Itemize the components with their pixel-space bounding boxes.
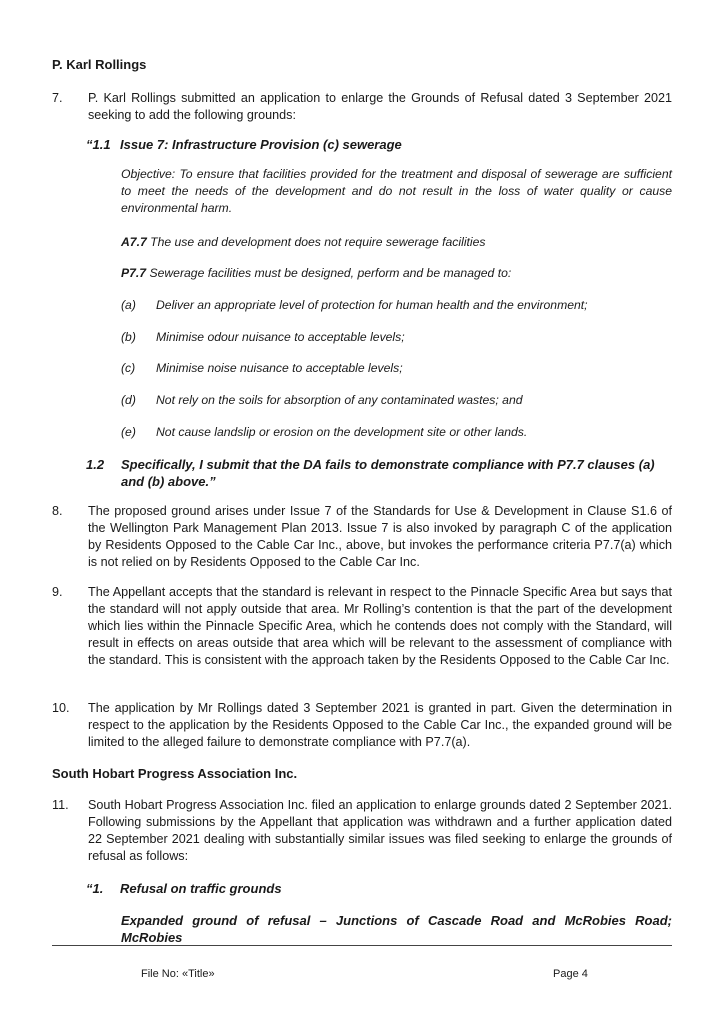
p77-clause — [121, 265, 672, 282]
section-heading-karl-rollings: P. Karl Rollings — [52, 57, 147, 72]
list-item — [121, 329, 672, 346]
paragraph-text: P. Karl Rollings submitted an application to enlarge the Grounds of Refusal dated 3 September 2021 seeking to add the following grounds: — [88, 91, 672, 122]
paragraph-text: The Appellant accepts that the standard is relevant in respect to the Pinnacle Specific Area but says that the standard will not apply outside that area. Mr Rolling’s contention is that the part of the development which lies within the Pinnacle Specific Area, which he contends does not comply with the Standard, will result in effects on areas outside that area which will be relevant to the assessment of compliance with the standard. This is consistent with the approach taken by the Residents Opposed to the Cable Car Inc. — [88, 585, 672, 667]
expanded-ground-text: Expanded ground of refusal – Junctions of Cascade Road and McRobies Road; McRobies — [121, 913, 672, 945]
paragraph-number: 10. — [52, 701, 70, 715]
p77-text: Sewerage facilities must be designed, perform and be managed to: — [146, 266, 512, 280]
quote-1-2 — [86, 456, 672, 490]
list-item-text: Not cause landslip or erosion on the development site or other lands. — [156, 425, 528, 439]
paragraph-10 — [52, 700, 672, 751]
paragraph-11 — [52, 797, 672, 865]
footer-divider — [52, 945, 672, 946]
list-item — [121, 424, 672, 441]
paragraph-number: 8. — [52, 504, 63, 518]
paragraph-text: South Hobart Progress Association Inc. filed an application to enlarge grounds dated 2 September 2021. Following submissions by the Appellant that application was withdrawn and a further application dated 22 September 2021 dealing with substantially similar issues was filed seeking to enlarge the grounds of refusal as follows: — [88, 798, 672, 863]
a77-label: A7.7 — [121, 235, 147, 249]
a77-clause — [121, 234, 672, 251]
list-item-label: (b) — [121, 330, 136, 344]
list-item-label: (e) — [121, 425, 136, 439]
list-item-text: Minimise odour nuisance to acceptable levels; — [156, 330, 405, 344]
footer-file-number: File No: «Title» — [141, 968, 215, 980]
list-item-text: Deliver an appropriate level of protection for human health and the environment; — [156, 298, 588, 312]
quote-number: 1.2 — [86, 457, 105, 472]
list-item-label: (c) — [121, 361, 136, 375]
paragraph-number: 7. — [52, 91, 63, 105]
a77-text: The use and development does not require sewerage facilities — [146, 235, 486, 249]
quote-1-heading — [86, 880, 282, 897]
quote-number: “1.1 — [86, 137, 111, 152]
list-item — [121, 360, 672, 377]
section-heading-south-hobart: South Hobart Progress Association Inc. — [52, 766, 298, 781]
paragraph-text: The application by Mr Rollings dated 3 September 2021 is granted in part. Given the determination in respect to the application by the Residents Opposed to the Cable Car Inc., the expanded ground will be limited to the alleged failure to demonstrate compliance with P7.7(a). — [88, 701, 672, 749]
paragraph-8 — [52, 503, 672, 571]
quote-number: “1. — [86, 881, 104, 896]
quote-text: Specifically, I submit that the DA fails to demonstrate compliance with P7.7 clauses (a) and (b) above.” — [121, 457, 655, 489]
footer-page-number: Page 4 — [553, 968, 588, 980]
list-item-text: Not rely on the soils for absorption of any contaminated wastes; and — [156, 393, 523, 407]
list-item — [121, 297, 672, 314]
paragraph-9 — [52, 584, 672, 669]
quote-title: Issue 7: Infrastructure Provision (c) sewerage — [120, 137, 402, 152]
list-item-text: Minimise noise nuisance to acceptable levels; — [156, 361, 403, 375]
paragraph-number: 9. — [52, 585, 63, 599]
list-item — [121, 392, 672, 409]
objective-text: Objective: To ensure that facilities provided for the treatment and disposal of sewerage are sufficient to meet the needs of the development and do not result in the loss of water quality or cause environmental harm. — [121, 167, 672, 215]
list-item-label: (a) — [121, 298, 136, 312]
quote-title: Refusal on traffic grounds — [120, 881, 282, 896]
paragraph-7 — [52, 90, 672, 124]
paragraph-number: 11. — [52, 798, 69, 812]
p77-label: P7.7 — [121, 266, 147, 280]
paragraph-text: The proposed ground arises under Issue 7 of the Standards for Use & Development in Clause S1.6 of the Wellington Park Management Plan 2013. Issue 7 is also invoked by paragraph C of the application by Residents Opposed to the Cable Car Inc., above, but invokes the performance criteria P7.7(a) which is not relied on by Residents Opposed to the Cable Car Inc. — [88, 504, 672, 569]
quote-1-1-heading — [86, 136, 402, 153]
list-item-label: (d) — [121, 393, 136, 407]
